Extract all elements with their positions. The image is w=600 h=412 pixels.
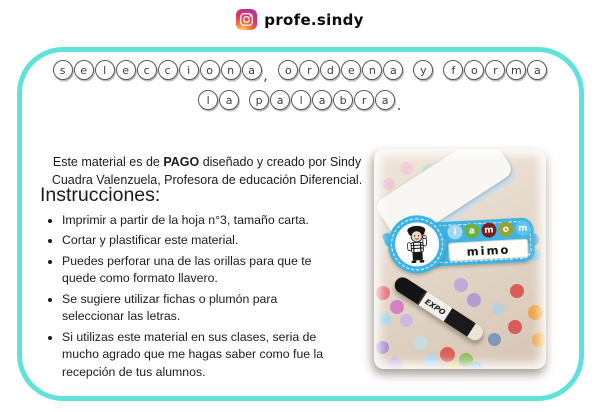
letter-tile: m — [515, 220, 531, 236]
confetti-dot — [440, 347, 455, 362]
mime-character — [394, 221, 440, 267]
confetti-dot — [488, 333, 501, 346]
mime-boy-illustration — [399, 223, 435, 265]
marker-label: EXPO — [418, 292, 452, 322]
written-word: mimo — [448, 239, 529, 262]
title-letter: e — [116, 60, 136, 80]
title-letter: c — [137, 60, 157, 80]
instagram-handle: profe.sindy — [264, 10, 364, 29]
confetti-dot — [383, 178, 395, 190]
instruction-item: • Si utilizas este material en sus clases, seria de mucho agrado que me hagas saber como fue la recepción de tus alumnos. — [62, 329, 380, 381]
title-letter: s — [53, 60, 73, 80]
title-letter: r — [354, 90, 374, 110]
product-photo — [374, 149, 546, 369]
title-letter: l — [198, 90, 218, 110]
title-letter: , — [263, 66, 268, 84]
letter-tile: m — [481, 222, 497, 238]
title-letter: a — [375, 90, 395, 110]
title-letter: o — [200, 60, 220, 80]
intro-prefix: Este material es de — [52, 154, 164, 169]
confetti-dot — [400, 162, 413, 175]
confetti-dot — [424, 354, 438, 368]
title-letter: c — [158, 60, 178, 80]
confetti-dot — [404, 364, 416, 369]
title-line-1 — [0, 60, 600, 84]
confetti-dot — [414, 336, 428, 350]
title-letter: a — [270, 90, 290, 110]
title-letter: p — [249, 90, 269, 110]
title-letter: d — [320, 60, 340, 80]
camera-glyph — [239, 12, 254, 27]
title-letter: e — [74, 60, 94, 80]
title-letter: r — [299, 60, 319, 80]
title-letter: e — [341, 60, 361, 80]
expo-marker — [392, 274, 486, 343]
title-line-2 — [0, 90, 600, 114]
confetti-dot — [528, 305, 543, 320]
instruction-item: • Puedes perforar una de las orillas para que te quede como formato llavero. — [62, 253, 380, 288]
confetti-dot — [467, 293, 481, 307]
title-letter: m — [506, 60, 526, 80]
confetti-dot — [492, 302, 505, 315]
title-letter: n — [221, 60, 241, 80]
instructions-heading: Instrucciones: — [40, 184, 161, 206]
title-letter: b — [333, 90, 353, 110]
confetti-dot — [400, 314, 413, 327]
letter-tile: i — [447, 224, 463, 240]
title-letter: n — [362, 60, 382, 80]
letter-tile: o — [498, 221, 514, 237]
confetti-dot — [454, 278, 468, 292]
letter-tile: a — [464, 223, 480, 239]
confetti-dot — [388, 357, 402, 369]
confetti-dot — [510, 284, 524, 298]
confetti-dot — [508, 320, 522, 334]
instagram-header — [0, 9, 600, 30]
instructions-list — [40, 212, 380, 384]
confetti-dot — [446, 362, 459, 369]
title-letter: f — [443, 60, 463, 80]
confetti-dot — [376, 341, 389, 354]
title-letter: y — [413, 60, 433, 80]
title-letter: a — [383, 60, 403, 80]
confetti-dot — [532, 333, 546, 347]
title-letter: i — [179, 60, 199, 80]
title-letter: r — [485, 60, 505, 80]
instruction-item: • Cortar y plastificar este material. — [62, 232, 380, 249]
instruction-item: • Imprimir a partir de la hoja n°3, tamaño carta. — [62, 212, 380, 229]
title-letter: a — [242, 60, 262, 80]
name-tag — [387, 209, 538, 275]
title-letter: a — [312, 90, 332, 110]
intro-suffix: diseñado y creado por Sindy Cuadra Valenzuela, Profesora de educación Diferencial. — [51, 154, 363, 188]
confetti-dot — [390, 300, 404, 314]
instagram-icon — [236, 9, 257, 30]
title-letter: o — [464, 60, 484, 80]
page-title — [0, 60, 600, 120]
title-letter: l — [95, 60, 115, 80]
title-letter: a — [219, 90, 239, 110]
title-letter: o — [278, 60, 298, 80]
confetti-dot — [378, 313, 391, 326]
title-letter: l — [291, 90, 311, 110]
title-letter: a — [527, 60, 547, 80]
title-letter: . — [396, 96, 402, 114]
confetti-dot — [469, 362, 483, 369]
instruction-item: • Se sugiere utilizar fichas o plumón para seleccionar las letras. — [62, 291, 380, 326]
confetti-dot — [376, 286, 390, 300]
intro-highlight-pago: PAGO — [163, 154, 200, 169]
